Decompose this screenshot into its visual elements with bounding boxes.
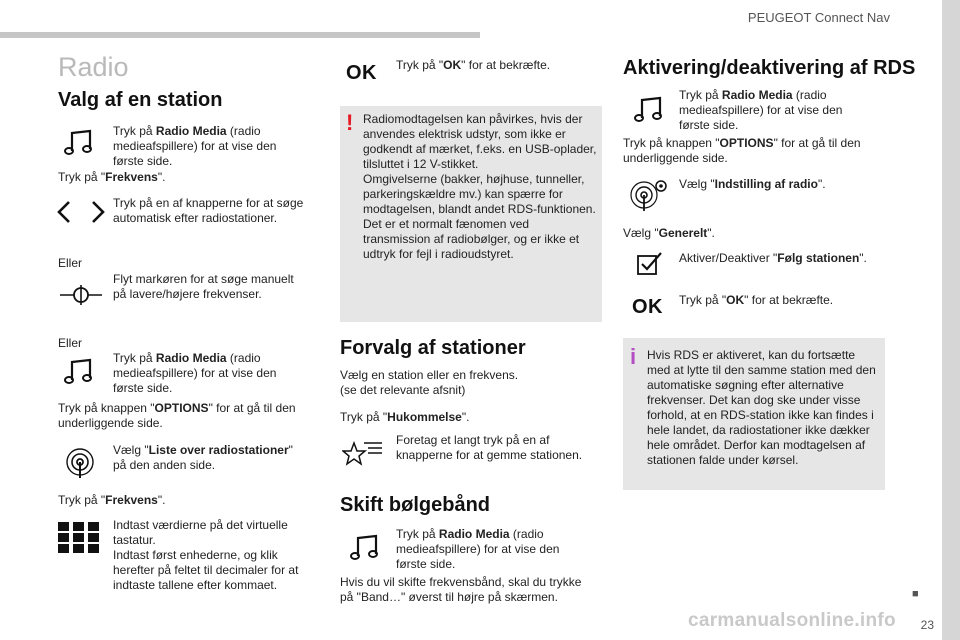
rds-step-2: Tryk på knappen "OPTIONS" for at gå til den underliggende side. [623,136,861,165]
band-step-1: Tryk på Radio Media (radio medieafspillere) for at vise den første side. [396,527,560,571]
info-icon: i [630,344,637,369]
music-note-icon [348,532,382,562]
step-station-list: Vælg "Liste over radiostationer" på den anden side. [113,443,293,472]
step-frekvens: Tryk på "Frekvens". [58,170,166,184]
band-step-2: Hvis du vil skifte frekvensbånd, skal du trykke på "Band…" øverst til højre på skærmen. [340,575,582,604]
heading-presets: Forvalg af stationer [340,337,526,359]
preset-step-3: Foretag et langt tryk på en af knapperne for at gemme stationen. [396,433,583,462]
music-note-icon [632,94,666,124]
step-radio-media: Tryk på Radio Media (radio medieafspillere) for at vise den første side. [113,124,277,168]
header-title: PEUGEOT Connect Nav [747,10,890,25]
heading-select-station: Valg af en station [58,89,223,111]
preset-step-1: Vælg en station eller en frekvens. (se det relevante afsnit) [340,368,519,397]
radio-list-icon [60,446,100,478]
frequency-cursor-icon [58,282,104,308]
rds-step-5: Aktiver/Deaktiver "Følg stationen". [679,251,867,265]
page-marker: ■ [912,588,919,600]
radio-settings-icon [630,177,670,211]
heading-rds: Aktivering/deaktivering af RDS [623,57,916,79]
chevron-left-right-icon [55,199,107,225]
warning-text: Radiomodtagelsen kan påvirkes, hvis der anvendes elektrisk udstyr, som ikke er godkendt af mærket, f.eks. en USB-oplader, tilsluttet i 12 V-stikket. Omgivelserne (bakker, højhuse, tunneller, parkeringskældre mv.) kan spærre for modtagelsen, blandt andet RDS-funktionen. Det er et normalt fænomen ved transmission af radiobølger, og er ikke et udtryk for fejl i radioudstyret. [363,112,597,261]
ok-icon: OK [632,296,663,318]
preset-step-2: Tryk på "Hukommelse". [340,410,470,424]
watermark: carmanualsonline.info [688,610,896,631]
heading-band: Skift bølgebånd [340,494,490,516]
rds-step-3: Vælg "Indstilling af radio". [679,177,826,191]
info-text: Hvis RDS er aktiveret, kan du fortsætte med at lytte til den samme station med den automatiske søgning efter alternative frekvenser. Det kan dog ske under visse forhold, at en RDS-station ikke kan findes i hele landet, da radiostationer ikke dækker hele området. Derfor kan modtagelsen af stationen falde under kørsel. [647,348,876,467]
step-radio-media-2: Tryk på Radio Media (radio medieafspillere) for at vise den første side. [113,351,277,395]
memory-star-icon [342,437,384,469]
step-ok-confirm: Tryk på "OK" for at bekræfte. [396,58,551,72]
section-title: Radio [58,52,129,82]
step-auto-search: Tryk på en af knapperne for at søge automatisk efter radiostationer. [113,196,304,225]
warning-icon: ! [346,110,354,135]
step-options: Tryk på knappen "OPTIONS" for at gå til den underliggende side. [58,401,296,430]
step-virtual-keyboard: Indtast værdierne på det virtuelle tastatur. Indtast først enhederne, og klik herefter på feltet til decimaler for at indtaste tallene efter kommaet. [113,518,299,592]
step-frekvens-2: Tryk på "Frekvens". [58,493,166,507]
keypad-icon [58,522,100,554]
music-note-icon [62,356,96,386]
music-note-icon [62,127,96,157]
or-label-1: Eller [58,256,83,270]
ok-icon: OK [346,62,377,84]
checkbox-icon [636,250,664,276]
page-number: 23 [920,618,934,632]
header-rule [0,32,480,38]
rds-step-4: Vælg "Generelt". [623,226,715,240]
rds-step-1: Tryk på Radio Media (radio medieafspillere) for at vise den første side. [679,88,843,132]
step-manual-search: Flyt markøren for at søge manuelt på lavere/højere frekvenser. [113,272,294,301]
page-edge-bar [942,0,960,640]
rds-step-6: Tryk på "OK" for at bekræfte. [679,293,834,307]
or-label-2: Eller [58,336,83,350]
